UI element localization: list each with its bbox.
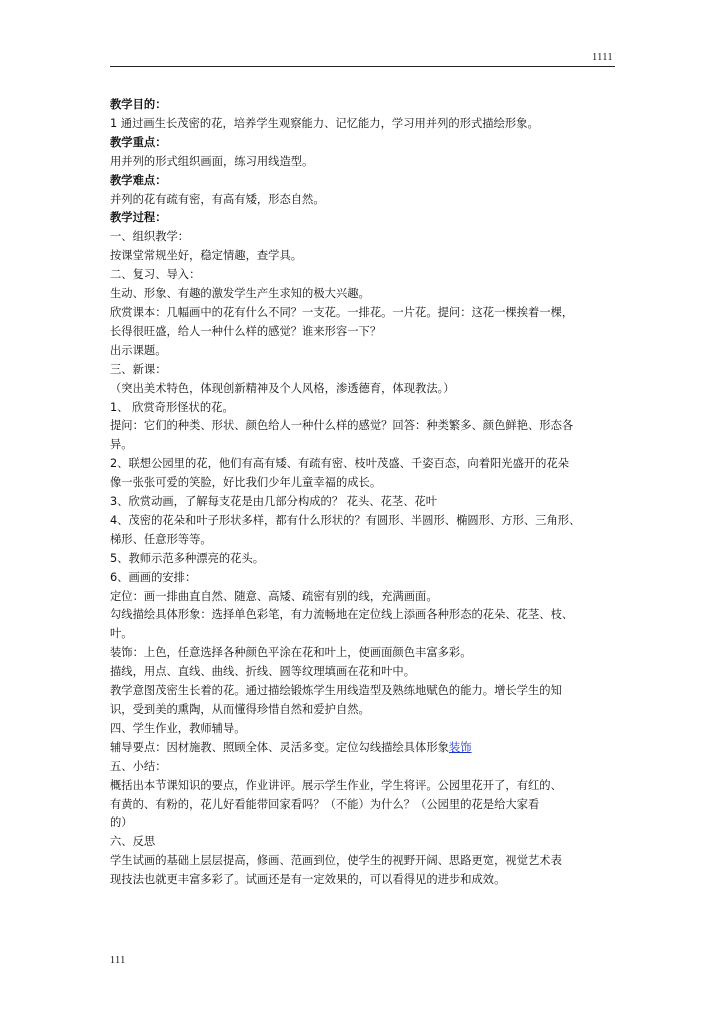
footer-page-label: 111 (110, 955, 126, 966)
text-line (110, 436, 620, 455)
line-text: 教学重点： (110, 135, 167, 149)
text-line (110, 625, 620, 644)
text-line (110, 777, 620, 796)
text-line (110, 417, 620, 436)
text-line (110, 701, 620, 720)
section-heading (110, 96, 620, 115)
line-text: 的） (110, 816, 133, 830)
line-text: 六、反思 (110, 835, 156, 849)
line-text: 勾线描绘具体形象：选择单色彩笔，有力流畅地在定位线上添画各种形态的花朵、花茎、枝、 (110, 608, 574, 622)
text-line (110, 814, 620, 833)
text-line (110, 247, 620, 266)
text-line (110, 115, 620, 134)
text-line (110, 323, 620, 342)
line-text: 教学过程： (110, 211, 167, 225)
line-text: 4、茂密的花朵和叶子形状多样，都有什么形状的？有圆形、半圆形、椭圆形、方形、三角形、 (110, 513, 581, 527)
section-heading (110, 209, 620, 228)
text-line (110, 512, 620, 531)
line-text: 异。 (110, 438, 133, 452)
text-line (110, 569, 620, 588)
line-text: 1、 欣赏奇形怪状的花。 (110, 400, 234, 414)
line-text: 辅导要点：因材施教、照顾全体、灵活多变。定位勾线描绘具体形象 (110, 740, 449, 754)
text-line (110, 644, 620, 663)
text-line (110, 474, 620, 493)
text-line (110, 663, 620, 682)
line-text: 二、复习、导入： (110, 268, 201, 282)
text-line (110, 153, 620, 172)
line-text: 2、联想公园里的花，他们有高有矮、有疏有密、枝叶茂盛、千姿百态，向着阳光盛开的花朵 (110, 457, 570, 471)
line-text: 欣赏课本：几幅画中的花有什么不同？一支花。一排花。一片花。提问：这花一棵挨着一棵， (110, 305, 574, 319)
line-text: 提问：它们的种类、形状、颜色给人一种什么样的感觉？回答：种类繁多、颜色鲜艳、形态各 (110, 419, 574, 433)
text-line (110, 361, 620, 380)
line-text: 学生试画的基础上层层提高，修画、范画到位，使学生的视野开阔、思路更宽，视觉艺术表 (110, 854, 562, 868)
line-text: 按课堂常规坐好，稳定情趣，查学具。 (110, 249, 303, 263)
text-line (110, 796, 620, 815)
line-text: 概括出本节课知识的要点，作业讲评。展示学生作业，学生将评。公园里花开了，有红的、 (110, 778, 562, 792)
line-text: 识，受到美的熏陶，从而懂得珍惜自然和爱护自然。 (110, 703, 370, 716)
line-text: 生动、形象、有趣的激发学生产生求知的极大兴趣。 (110, 287, 370, 301)
text-line (110, 493, 620, 512)
line-text: （突出美术特色，体现创新精神及个人风格，渗透德育，体现教法。） (110, 381, 455, 395)
line-text: 有黄的、有粉的，花儿好看能带回家看吗？（不能）为什么？（公园里的花是给大家看 (110, 797, 540, 811)
line-text: 一、组织教学： (110, 230, 190, 244)
text-line (110, 304, 620, 323)
text-line (110, 682, 620, 701)
line-text: 现技法也就更丰富多彩了。试画还是有一定效果的，可以看得见的进步和成效。 (110, 873, 506, 887)
line-text: 长得很旺盛，给人一种什么样的感觉？谁来形容一下？ (110, 324, 382, 338)
line-text: 并列的花有疏有密，有高有矮，形态自然。 (110, 192, 325, 206)
text-line (110, 739, 620, 758)
text-line (110, 266, 620, 285)
text-line (110, 455, 620, 474)
line-text: 像一张张可爱的笑脸，好比我们少年儿童幸福的成长。 (110, 476, 382, 490)
text-line (110, 285, 620, 304)
text-line (110, 758, 620, 777)
text-line (110, 720, 620, 739)
text-line (110, 550, 620, 569)
line-text: 教学目的： (110, 98, 167, 111)
text-line (110, 871, 620, 890)
text-line (110, 852, 620, 871)
line-text: 四、学生作业，教师辅导。 (110, 721, 246, 735)
text-line (110, 399, 620, 418)
text-line (110, 606, 620, 625)
line-text: 出示课题。 (110, 343, 167, 357)
text-line (110, 228, 620, 247)
line-text: 3、欣赏动画，了解每支花是由几部分构成的？ 花头、花茎、花叶 (110, 495, 438, 509)
section-heading (110, 134, 620, 153)
text-line (110, 191, 620, 210)
line-text: 梯形、任意形等等。 (110, 532, 212, 546)
line-text: 五、小结： (110, 759, 167, 773)
line-text: 定位：画一排曲直自然、随意、高矮、疏密有别的线，充满画面。 (110, 589, 438, 603)
line-text: 描线，用点、直线、曲线、折线、圆等纹理填画在花和叶中。 (110, 665, 416, 679)
line-text: 装饰：上色，任意选择各种颜色平涂在花和叶上，使画面颜色丰富多彩。 (110, 646, 472, 660)
header-rule (110, 66, 615, 67)
text-line (110, 588, 620, 607)
document-body (110, 96, 620, 890)
text-line (110, 531, 620, 550)
line-text: 教学意图茂密生长着的花。通过描绘锻炼学生用线造型及熟练地赋色的能力。增长学生的知 (110, 684, 562, 698)
line-text: 6、画画的安排： (110, 570, 197, 584)
inline-link[interactable]: 装饰 (448, 740, 472, 754)
text-line (110, 833, 620, 852)
text-line (110, 342, 620, 361)
line-text: 教学难点： (110, 173, 167, 187)
line-text: 用并列的形式组织画面，练习用线造型。 (110, 154, 314, 168)
line-text: 叶。 (110, 627, 133, 641)
line-text: 三、新课： (110, 362, 167, 376)
text-line (110, 380, 620, 399)
section-heading (110, 172, 620, 191)
header-page-label: 1111 (592, 52, 613, 63)
line-text: 1 通过画生长茂密的花，培养学生观察能力、记忆能力，学习用并列的形式描绘形象。 (110, 116, 539, 130)
line-text: 5、教师示范多种漂亮的花头。 (110, 551, 265, 565)
